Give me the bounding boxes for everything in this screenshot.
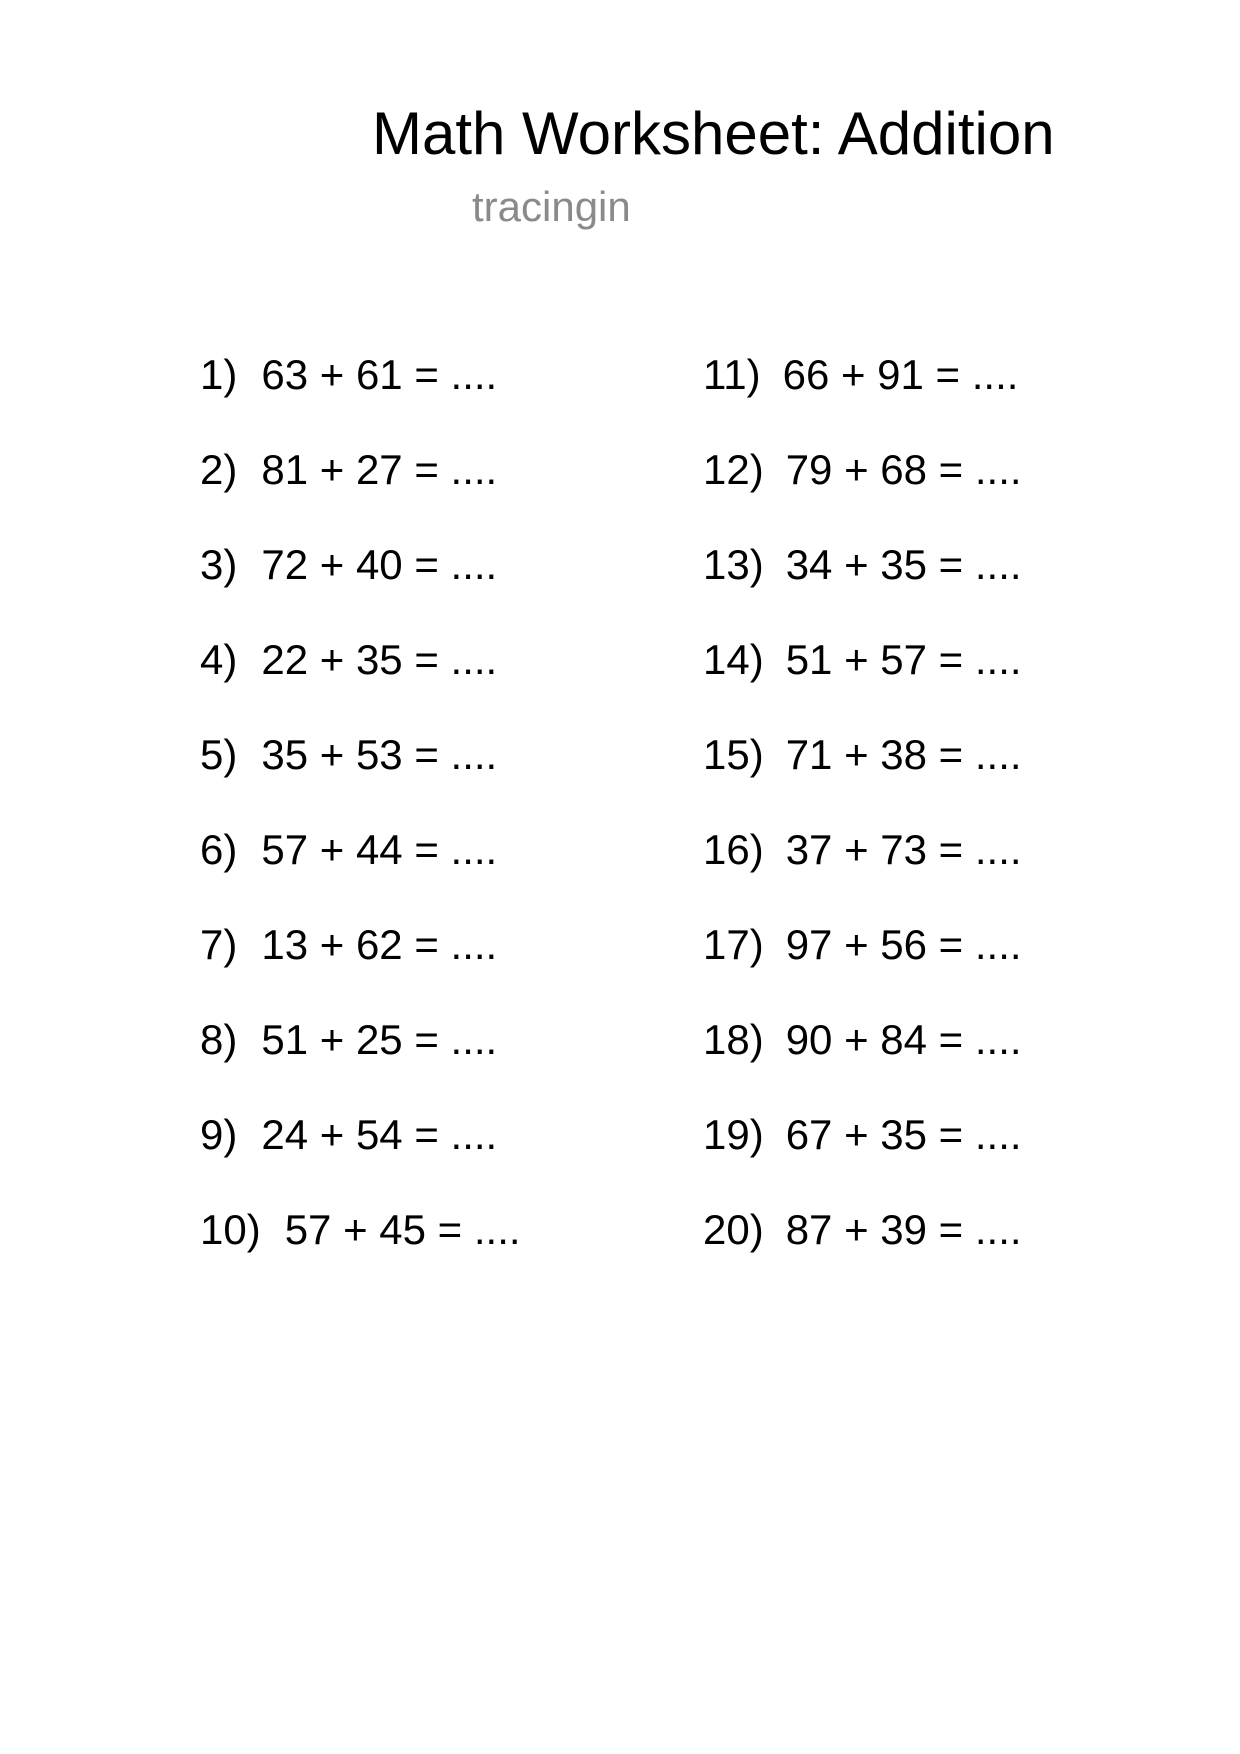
problem-number: 1)	[200, 351, 238, 398]
problem-expression: 57 + 45 = ....	[284, 1206, 521, 1253]
problem-3	[200, 540, 521, 635]
problem-9	[200, 1110, 521, 1205]
problem-number: 7)	[200, 921, 238, 968]
problem-15	[703, 730, 1022, 825]
problem-expression: 34 + 35 = ....	[785, 541, 1022, 588]
problem-number: 18)	[703, 1016, 764, 1063]
problem-6	[200, 825, 521, 920]
problem-number: 3)	[200, 541, 238, 588]
problem-16	[703, 825, 1022, 920]
problem-number: 2)	[200, 446, 238, 493]
problem-expression: 13 + 62 = ....	[261, 921, 498, 968]
problem-expression: 71 + 38 = ....	[785, 731, 1022, 778]
problem-expression: 97 + 56 = ....	[785, 921, 1022, 968]
problem-expression: 63 + 61 = ....	[261, 351, 498, 398]
problem-expression: 37 + 73 = ....	[785, 826, 1022, 873]
problem-expression: 51 + 25 = ....	[261, 1016, 498, 1063]
problem-number: 13)	[703, 541, 764, 588]
problem-number: 17)	[703, 921, 764, 968]
problem-list-left	[200, 350, 521, 1300]
problem-1	[200, 350, 521, 445]
problem-18	[703, 1015, 1022, 1110]
problem-11	[703, 350, 1022, 445]
problem-2	[200, 445, 521, 540]
problem-expression: 81 + 27 = ....	[261, 446, 498, 493]
problem-number: 19)	[703, 1111, 764, 1158]
problem-number: 12)	[703, 446, 764, 493]
problem-number: 14)	[703, 636, 764, 683]
problem-14	[703, 635, 1022, 730]
problem-list-right	[703, 350, 1022, 1300]
problem-expression: 90 + 84 = ....	[785, 1016, 1022, 1063]
problem-20	[703, 1205, 1022, 1300]
problem-expression: 67 + 35 = ....	[785, 1111, 1022, 1158]
problem-12	[703, 445, 1022, 540]
problem-number: 20)	[703, 1206, 764, 1253]
problem-expression: 66 + 91 = ....	[782, 351, 1019, 398]
problem-13	[703, 540, 1022, 635]
problem-number: 5)	[200, 731, 238, 778]
problem-number: 4)	[200, 636, 238, 683]
problem-number: 9)	[200, 1111, 238, 1158]
problem-10	[200, 1205, 521, 1300]
problem-19	[703, 1110, 1022, 1205]
problem-7	[200, 920, 521, 1015]
worksheet-title: Math Worksheet: Addition	[372, 100, 1055, 167]
problem-number: 6)	[200, 826, 238, 873]
worksheet-subtitle: tracingin	[472, 183, 631, 230]
problem-expression: 35 + 53 = ....	[261, 731, 498, 778]
problem-expression: 72 + 40 = ....	[261, 541, 498, 588]
problem-number: 15)	[703, 731, 764, 778]
problem-expression: 51 + 57 = ....	[785, 636, 1022, 683]
problem-number: 10)	[200, 1206, 261, 1253]
problem-number: 8)	[200, 1016, 238, 1063]
problem-expression: 87 + 39 = ....	[785, 1206, 1022, 1253]
problem-17	[703, 920, 1022, 1015]
problem-8	[200, 1015, 521, 1110]
problem-number: 16)	[703, 826, 764, 873]
problem-expression: 57 + 44 = ....	[261, 826, 498, 873]
problem-4	[200, 635, 521, 730]
problem-5	[200, 730, 521, 825]
problem-expression: 22 + 35 = ....	[261, 636, 498, 683]
problem-number: 11)	[703, 351, 761, 398]
problem-expression: 24 + 54 = ....	[261, 1111, 498, 1158]
problem-expression: 79 + 68 = ....	[785, 446, 1022, 493]
